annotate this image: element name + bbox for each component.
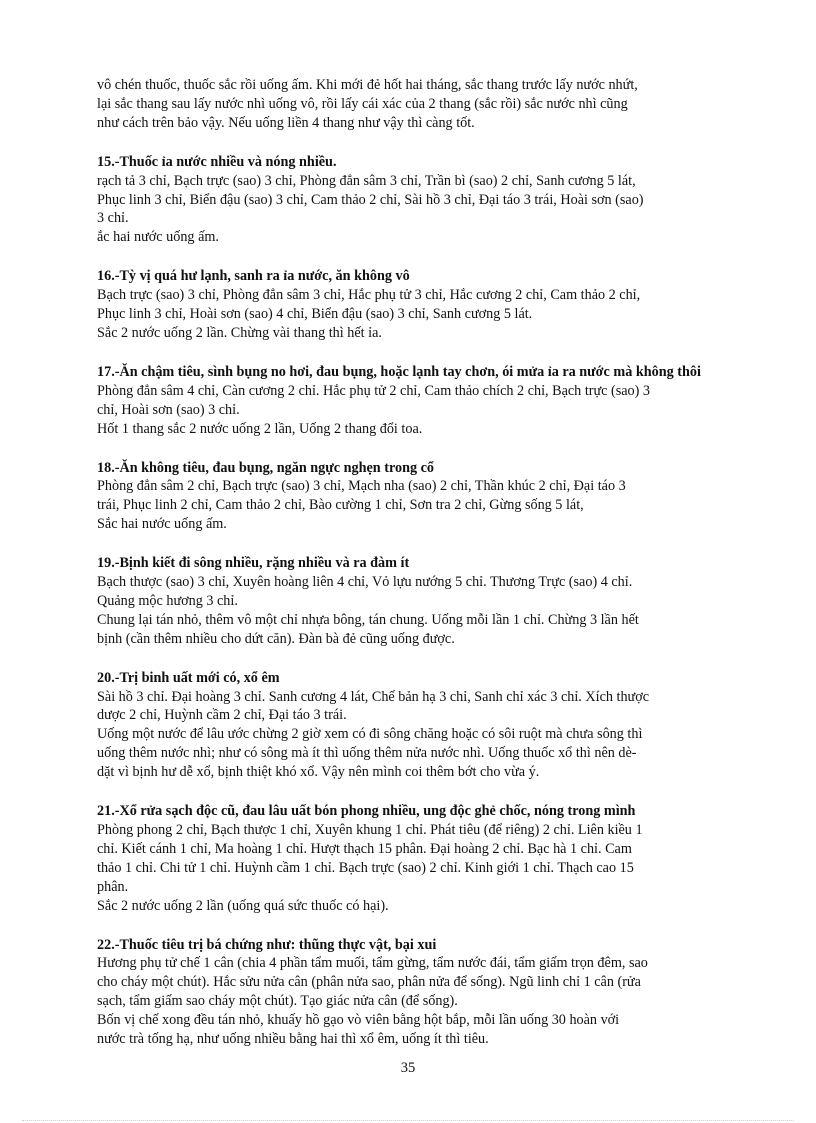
section-18 <box>97 459 747 535</box>
section-line: nước trà tống hạ, như uống nhiều bằng hai thì xổ êm, uống ít thì tiêu. <box>97 1031 489 1048</box>
page-bottom-divider <box>22 1120 794 1121</box>
section-title: 15.-Thuốc ỉa nước nhiều và nóng nhiều. <box>97 153 337 170</box>
section-line: Sài hồ 3 chỉ. Đại hoàng 3 chỉ. Sanh cương 4 lát, Chế bản hạ 3 chỉ, Sanh chỉ xác 3 chỉ. Xích thược <box>97 688 650 705</box>
section-line: chỉ, Hoài sơn (sao) 3 chỉ. <box>97 401 240 418</box>
section-line: 3 chỉ. <box>97 210 129 227</box>
section-line: Phục linh 3 chỉ, Hoài sơn (sao) 4 chỉ, Biển đậu (sao) 3 chỉ, Sanh cương 5 lát. <box>97 306 533 323</box>
section-line: Sắc 2 nước uống 2 lần. Chừng vài thang thì hết ỉa. <box>97 324 382 341</box>
section-line: uống thêm nước nhì; như có sông mà ít thì uống thêm nửa nước nhì. Uống thuốc xổ thì nên dè- <box>97 745 637 762</box>
section-line: bịnh (cần thêm nhiều cho dứt căn). Đàn bà đẻ cũng uống được. <box>97 630 455 647</box>
section-22 <box>97 936 747 1049</box>
section-15 <box>97 153 747 248</box>
section-line: dặt vì bịnh hư dễ xổ, bịnh thiệt khó xổ. Vậy nên mình coi thêm bớt cho vừa ý. <box>97 764 540 781</box>
section-title: 21.-Xổ rửa sạch độc cũ, đau lâu uất bón phong nhiều, ung độc ghẻ chốc, nóng trong mình <box>97 803 636 820</box>
intro-line: lại sắc thang sau lấy nước nhì uống vô, rồi lấy cái xác của 2 thang (sắc rồi) sắc nước nhì cũng <box>97 95 628 112</box>
section-line: Phòng phong 2 chỉ, Bạch thược 1 chỉ, Xuyên khung 1 chỉ. Phát tiêu (để riêng) 2 chỉ. Liên kiều 1 <box>97 822 643 838</box>
section-line: Bốn vị chế xong đều tán nhỏ, khuấy hồ gạo vò viên bằng hột bắp, mỗi lần uống 30 hoàn với <box>97 1012 620 1029</box>
section-line: Phòng đẳn sâm 4 chỉ, Càn cương 2 chỉ. Hắc phụ tử 2 chỉ, Cam thảo chích 2 chỉ, Bạch trực (sao) 3 <box>97 382 651 399</box>
page-body <box>97 76 747 1049</box>
section-line: Hương phụ tử chế 1 cân (chia 4 phần tẩm muối, tẩm gừng, tẩm nước đái, tẩm giấm trọn đêm, sao <box>97 955 648 972</box>
section-line: dược 2 chỉ, Huỳnh cầm 2 chỉ, Đại táo 3 trái. <box>97 707 347 724</box>
section-line: Phòng đẳn sâm 2 chỉ, Bạch trực (sao) 3 chỉ, Mạch nha (sao) 2 chỉ, Thần khúc 2 chỉ, Đại táo 3 <box>97 478 626 495</box>
section-title: 16.-Tỳ vị quá hư lạnh, sanh ra ỉa nước, ăn không vô <box>97 268 410 285</box>
section-19 <box>97 554 747 649</box>
section-line: Chung lại tán nhỏ, thêm vô một chỉ nhựa bông, tán chung. Uống mỗi lần 1 chỉ. Chừng 3 lần hết <box>97 611 639 628</box>
section-line: thảo 1 chỉ. Chi tử 1 chỉ. Huỳnh cầm 1 chỉ. Bạch trực (sao) 2 chỉ. Kinh giới 1 chỉ. Thạch cao 15 <box>97 859 634 876</box>
section-title: 19.-Bịnh kiết đi sông nhiều, rặng nhiều và ra đàm ít <box>97 555 410 572</box>
section-line: rạch tả 3 chỉ, Bạch trực (sao) 3 chỉ, Phòng đẳn sâm 3 chỉ, Trần bì (sao) 2 chỉ, Sanh cương 5 lát, <box>97 172 636 189</box>
section-line: Hốt 1 thang sắc 2 nước uống 2 lần, Uống 2 thang đổi toa. <box>97 420 423 437</box>
section-line: ắc hai nước uống ấm. <box>97 229 219 246</box>
section-line: Bạch trực (sao) 3 chỉ, Phòng đẳn sâm 3 chỉ, Hắc phụ tử 3 chỉ, Hắc cương 2 chỉ, Cam thảo 2 chỉ, <box>97 287 641 304</box>
intro-paragraph <box>97 76 747 133</box>
section-17 <box>97 363 747 439</box>
section-line: Bạch thược (sao) 3 chỉ, Xuyên hoàng liên 4 chỉ, Vỏ lựu nướng 5 chỉ. Thương Trực (sao) 4 chỉ. <box>97 574 633 591</box>
page-number: 35 <box>400 1060 416 1076</box>
section-line: trái, Phục linh 2 chỉ, Cam thảo 2 chỉ, Bào cường 1 chỉ, Sơn tra 2 chỉ, Gừng sống 5 lát, <box>97 497 584 514</box>
section-line: Quảng mộc hương 3 chỉ. <box>97 592 238 609</box>
intro-line: vô chén thuốc, thuốc sắc rồi uống ấm. Khi mới đẻ hốt hai tháng, sắc thang trước lấy nước nhứt, <box>97 77 638 93</box>
section-line: phân. <box>97 878 129 895</box>
section-line: Sắc 2 nước uống 2 lần (uống quá sức thuốc có hại). <box>97 897 389 914</box>
section-line: Phục linh 3 chỉ, Biển đậu (sao) 3 chỉ, Cam thảo 2 chỉ, Sài hồ 3 chỉ, Đại táo 3 trái, Hoài sơn (sao) <box>97 191 644 208</box>
section-21 <box>97 802 747 915</box>
intro-line: như cách trên bảo vậy. Nếu uống liền 4 thang như vậy thì càng tốt. <box>97 114 475 131</box>
section-title: 20.-Trị binh uất mới có, xổ êm <box>97 669 280 686</box>
section-line: Sắc hai nước uống ấm. <box>97 516 227 533</box>
section-title: 17.-Ăn chậm tiêu, sình bụng no hơi, đau bụng, hoặc lạnh tay chơn, ói mửa ỉa ra nước mà không thôi <box>97 363 701 380</box>
section-line: chỉ. Kiết cánh 1 chỉ, Ma hoàng 1 chỉ. Hượt thạch 15 phân. Đại hoàng 2 chỉ. Bạc hà 1 chỉ. Cam <box>97 840 632 857</box>
section-title: 22.-Thuốc tiêu trị bá chứng như: thũng thực vật, bại xui <box>97 936 437 953</box>
section-line: cho cháy một chút). Hắc sửu nửa cân (phân nửa sao, phân nửa để sống). Ngũ linh chỉ 1 cân (rửa <box>97 974 641 991</box>
section-title: 18.-Ăn không tiêu, đau bụng, ngăn ngực nghẹn trong cổ <box>97 459 435 476</box>
section-20 <box>97 669 747 782</box>
section-line: Uống một nước để lâu ước chừng 2 giờ xem có đi sông chăng hoặc có sôi ruột mà chưa sông thì <box>97 726 643 743</box>
section-16 <box>97 267 747 343</box>
section-line: sạch, tẩm giấm sao cháy một chút). Tạo giác nửa cân (để sống). <box>97 993 458 1010</box>
